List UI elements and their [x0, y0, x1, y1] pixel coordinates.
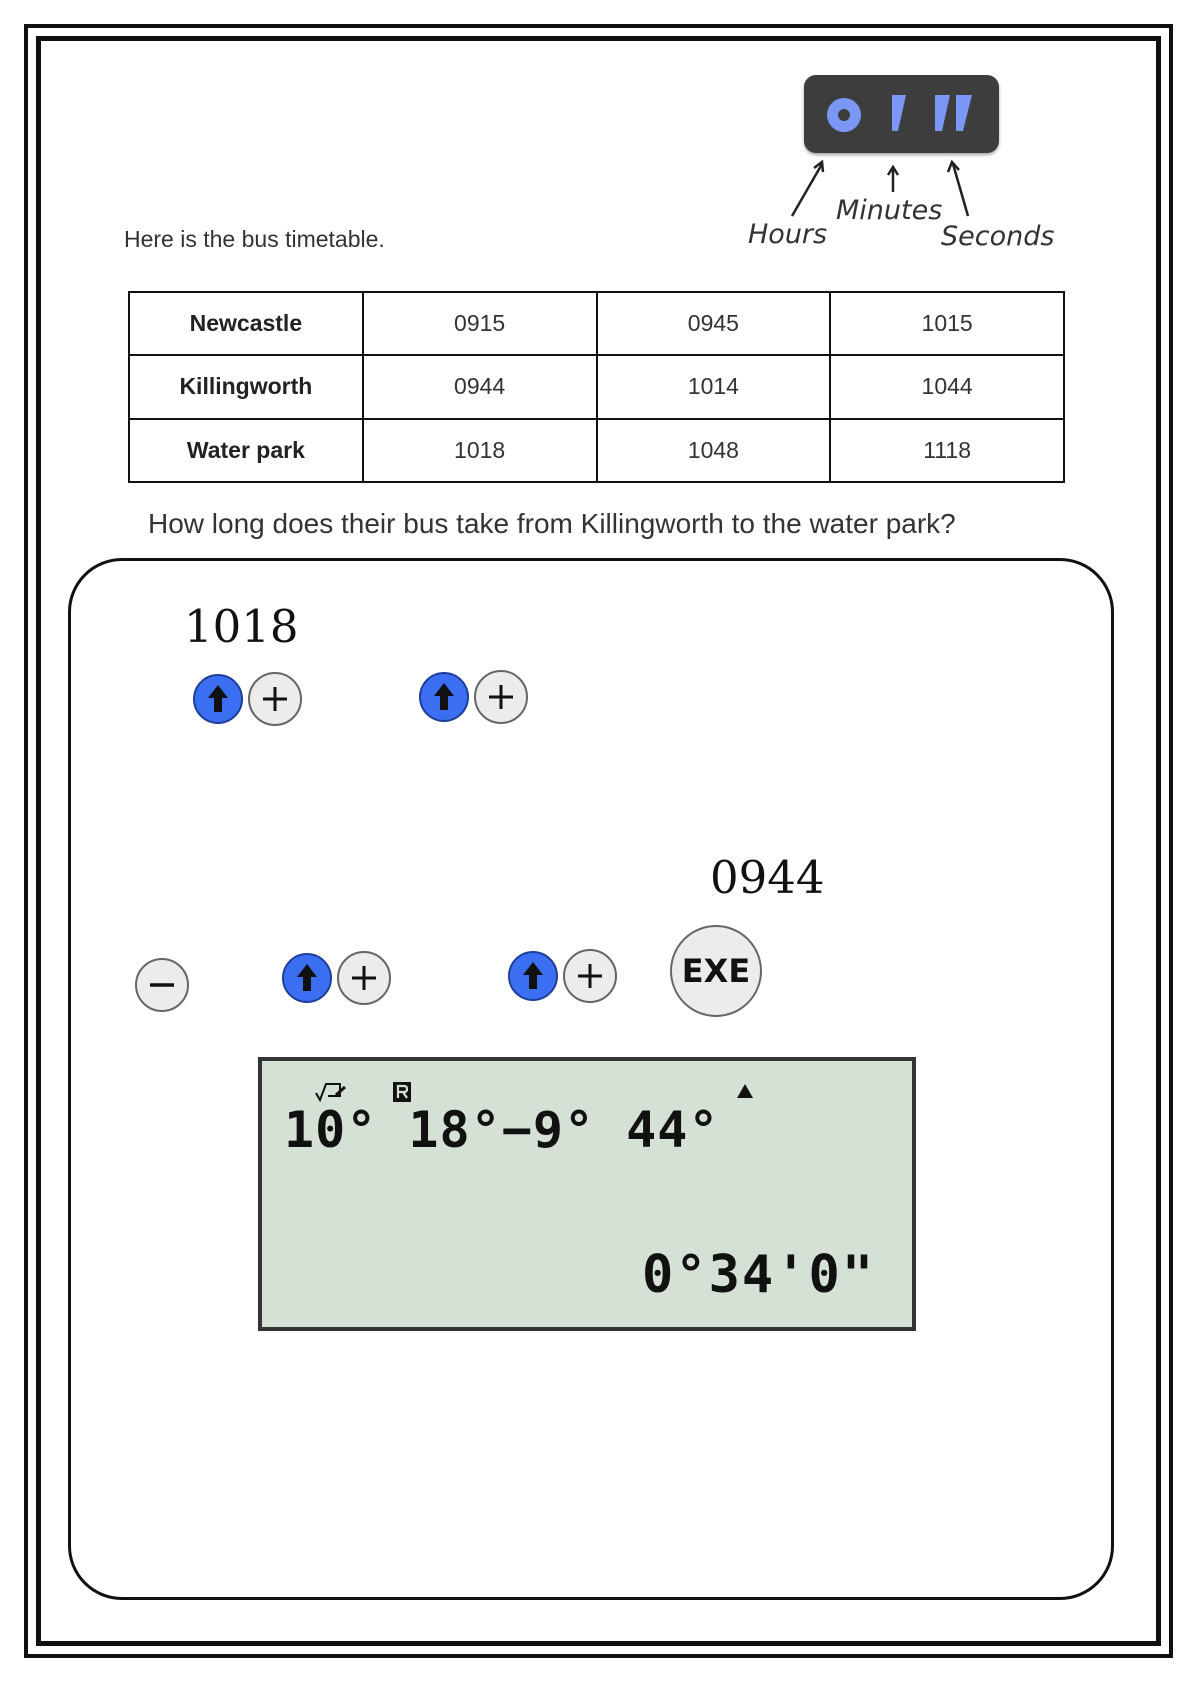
seconds-label: Seconds: [941, 221, 1055, 252]
time-cell: 0915: [363, 292, 597, 355]
plus-key[interactable]: [563, 949, 617, 1003]
up-arrow-icon: [195, 676, 241, 722]
question-text: How long does their bus take from Killingworth to the water park?: [148, 508, 956, 539]
hours-label: Hours: [748, 219, 828, 250]
recurring-indicator-icon: [392, 1081, 412, 1103]
time-cell: 1048: [597, 419, 831, 482]
minus-key[interactable]: [135, 958, 189, 1012]
up-arrow-icon: [421, 674, 467, 720]
scroll-up-icon: [736, 1083, 754, 1099]
minutes-label: Minutes: [836, 195, 943, 226]
shift-key[interactable]: [282, 953, 332, 1003]
plus-icon: [476, 672, 526, 722]
time-cell: 1044: [830, 355, 1064, 418]
stop-name: Killingworth: [129, 355, 363, 418]
time-cell: 1015: [830, 292, 1064, 355]
stop-name: Water park: [129, 419, 363, 482]
bus-timetable: [128, 291, 1065, 483]
calculator-display: [258, 1057, 916, 1331]
table-row: [129, 419, 1064, 482]
time-cell: 1018: [363, 419, 597, 482]
plus-icon: [250, 674, 300, 724]
table-row: [129, 355, 1064, 418]
handwritten-0944: 0944: [710, 851, 825, 904]
intro-text: Here is the bus timetable.: [124, 226, 385, 252]
up-arrow-icon: [510, 953, 556, 999]
stop-name: Newcastle: [129, 292, 363, 355]
up-arrow-icon: [284, 955, 330, 1001]
math-mode-icon: [314, 1081, 348, 1103]
plus-key[interactable]: [248, 672, 302, 726]
time-cell: 1014: [597, 355, 831, 418]
lcd-expression: 10° 18°−9° 44°: [284, 1101, 720, 1159]
exe-key[interactable]: EXE: [670, 925, 762, 1017]
shift-key[interactable]: [508, 951, 558, 1001]
label-arrows: [0, 0, 1191, 300]
plus-key[interactable]: [337, 951, 391, 1005]
time-cell: 0944: [363, 355, 597, 418]
plus-key[interactable]: [474, 670, 528, 724]
shift-key[interactable]: [419, 672, 469, 722]
time-cell: 0945: [597, 292, 831, 355]
plus-icon: [339, 953, 389, 1003]
table-row: [129, 292, 1064, 355]
lcd-result: 0°34'0": [642, 1245, 876, 1305]
handwritten-1018: 1018: [184, 600, 299, 653]
minus-icon: [137, 960, 187, 1010]
time-cell: 1118: [830, 419, 1064, 482]
plus-icon: [565, 951, 615, 1001]
shift-key[interactable]: [193, 674, 243, 724]
